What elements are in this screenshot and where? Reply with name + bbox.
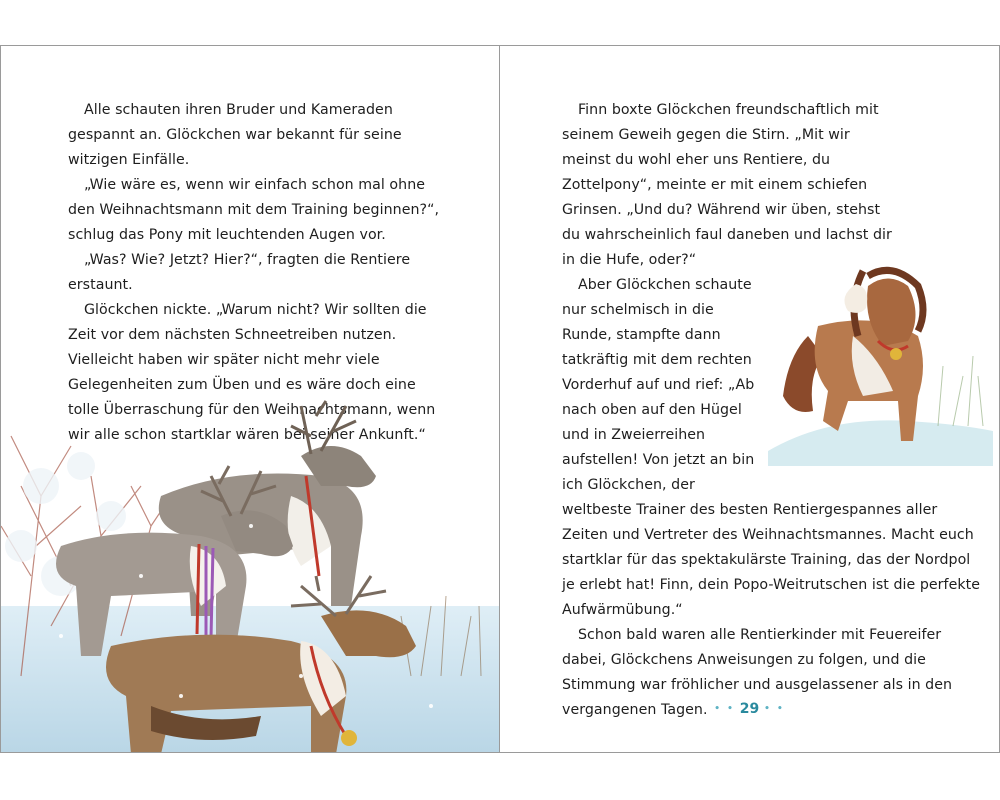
paragraph: Glöckchen nickte. „Warum nicht? Wir sollten die Zeit vor dem nächsten Schneetreiben nutzen. Vielleicht haben wir später nicht mehr viele Gelegenheiten zum Üben und es wäre doch eine tolle Überraschung für den Weihnachtsmann, wenn wir alle schon startklar wären bei seiner Ankunft.“: [68, 302, 436, 443]
paragraph: Schon bald waren alle Rentierkinder mit Feuereifer dabei, Glöckchens Anweisungen zu folgen, und die Stimmung war fröhlicher und ausgelassener als in den vergangenen Tagen.: [562, 627, 953, 718]
paragraph: Alle schauten ihren Bruder und Kameraden gespannt an. Glöckchen war bekannt für seine witzigen Einfälle.: [68, 102, 402, 168]
page-number: [500, 701, 999, 717]
ornament-dots-right: • •: [764, 704, 785, 714]
pony-illustration: [768, 216, 993, 466]
paragraph: „Wie wäre es, wenn wir einfach schon mal ohne den Weihnachtsmann mit dem Training beginnen?“, schlug das Pony mit leuchtenden Augen vor.: [68, 177, 440, 243]
reindeer-illustration: [1, 376, 500, 753]
book-spread: [0, 45, 1000, 753]
paragraph: „Was? Wie? Jetzt? Hier?“, fragten die Rentiere erstaunt.: [68, 252, 411, 293]
right-page: [499, 45, 1000, 753]
paragraph: Finn boxte Glöckchen freundschaftlich mit seinem Geweih gegen die Stirn. „Mit wir meinst du wohl eher uns Rentiere, du Zottelpony“, meinte er mit einem schiefen Grinsen. „Und du? Während wir üben, stehst du wahrscheinlich faul daneben und lachst dir in die Hufe, oder?“: [562, 102, 892, 268]
paragraph: Aber Glöckchen schaute nur schelmisch in die Runde, stampfte dann tatkräftig mit dem rechten Vorderhuf auf und rief: „Ab nach oben auf den Hügel und in Zweierreihen aufstellen! Von jetzt an bin ich Glöckchen, der: [562, 277, 755, 493]
ornament-dots-left: • •: [714, 704, 735, 714]
left-page: [0, 45, 500, 753]
paragraph: weltbeste Trainer des besten Rentiergespannes aller Zeiten und Vertreter des Weihnachtsmannes. Macht euch startklar für das spektakulärste Training, das der Nordpol je erlebt hat! Finn, dein Popo-Weitrutschen ist die perfekte Aufwärmübung.“: [562, 502, 981, 618]
page-number-value: 29: [739, 701, 760, 717]
